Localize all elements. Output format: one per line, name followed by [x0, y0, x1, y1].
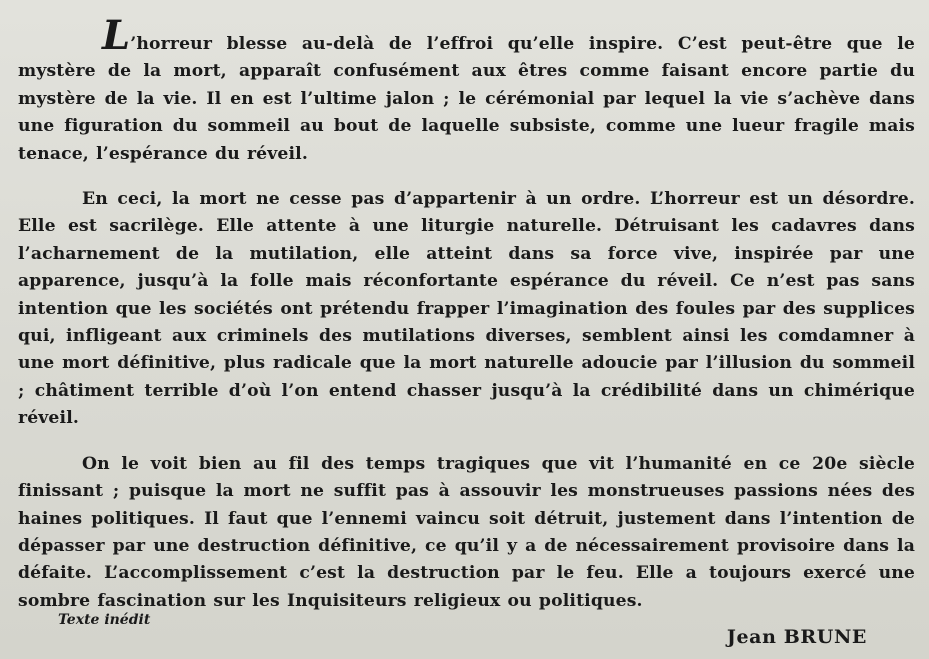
footer: [0, 612, 929, 652]
author-signature: Jean BRUNE: [726, 626, 867, 648]
drop-cap: L: [102, 12, 131, 59]
paragraph-3: On le voit bien au fil des temps tragiques que vit l’humanité en ce 20e siècle finissant ; puisque la mort ne suffit pas à assouvir les monstrueuses passions nées des haines politiques. Il faut que l’ennemi vaincu soit détruit, justement dans l’intention de dépasser par une destruction définitive, ce qu’il y a de nécessairement provisoire dans la défaite. L’accomplissement c’est la destruction par le feu. Elle a toujours exercé une sombre fascination sur les Inquisiteurs religieux ou politiques.: [18, 453, 915, 611]
paragraph-1-text: ’horreur blesse au-delà de l’effroi qu’elle inspire. C’est peut-être que le mystère de la mort, apparaît confusément aux êtres comme faisant encore partie du mystère de la vie. Il en est l’ultime jalon ; le cérémonial par lequel la vie s’achève dans une figuration du sommeil au bout de laquelle subsiste, comme une lueur fragile mais tenace, l’espérance du réveil.: [18, 34, 915, 164]
source-note: Texte inédit: [58, 612, 151, 628]
paragraph-2: En ceci, la mort ne cesse pas d’appartenir à un ordre. L’horreur est un désordre. Elle est sacrilège. Elle attente à une liturgie naturelle. Détruisant les cadavres dans l’acharnement de la mutilation, elle atteint dans sa force vive, inspirée par une apparence, jusqu’à la folle mais réconfortante espérance du réveil. Ce n’est pas sans intention que les sociétés ont prétendu frapper l’imagination des foules par des supplices qui, infligeant aux criminels des mutilations diverses, semblent ainsi les comdamner à une mort définitive, plus radicale que la mort naturelle adoucie par l’illusion du sommeil ; châtiment terrible d’où l’on entend chasser jusqu’à la crédibilité dans un chimérique réveil.: [18, 189, 915, 429]
paragraph-1: [18, 12, 915, 168]
